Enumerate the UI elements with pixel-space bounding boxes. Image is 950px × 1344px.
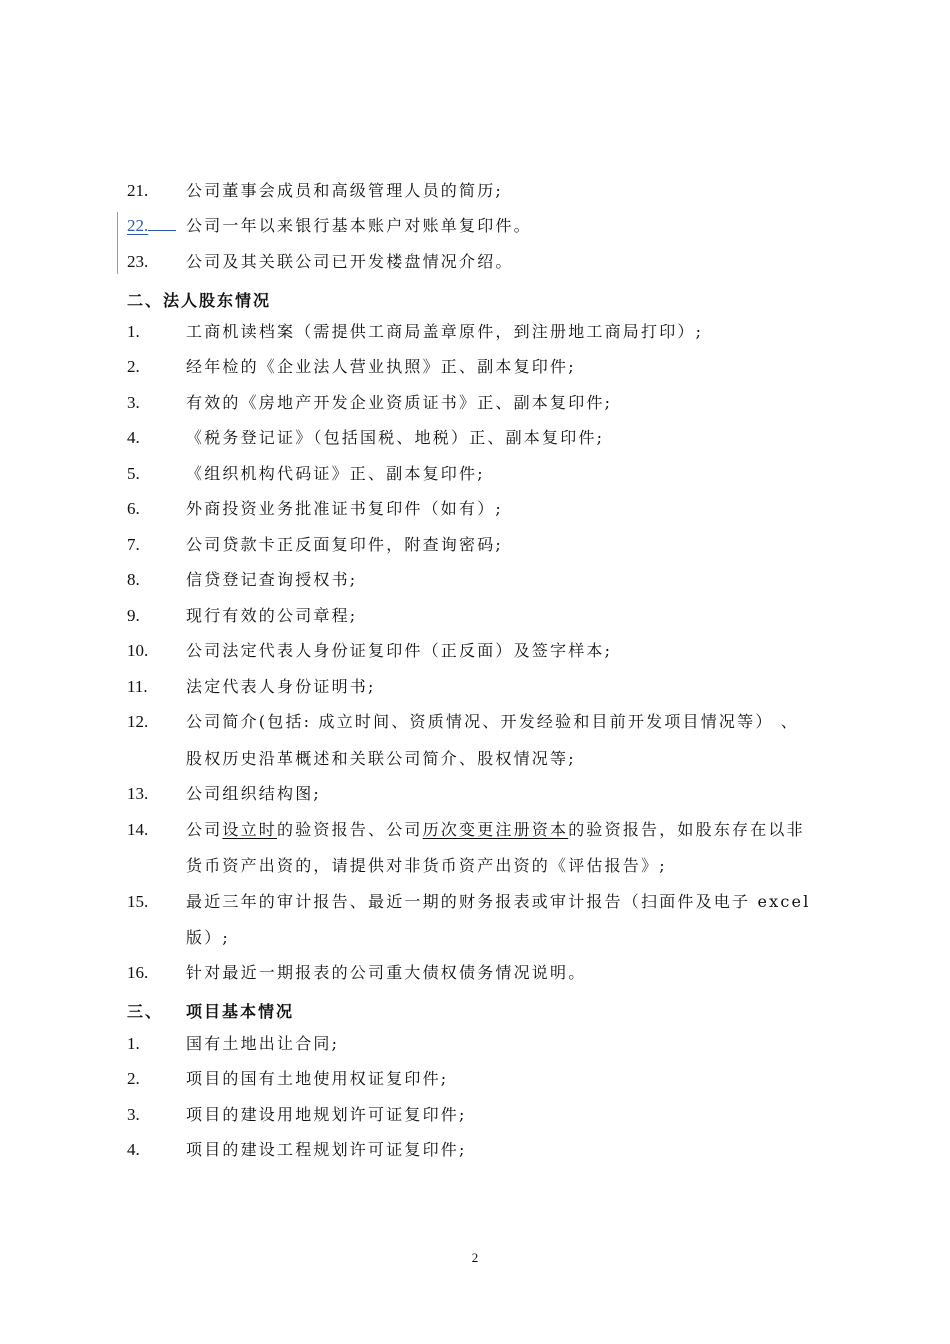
item-text: 有效的《房地产开发企业资质证书》正、副本复印件; bbox=[186, 393, 613, 412]
item-number: 3. bbox=[127, 393, 140, 412]
item-number: 15. bbox=[127, 892, 149, 911]
page-number: 2 bbox=[471, 1250, 479, 1265]
item-number: 4. bbox=[127, 1140, 140, 1159]
item-number: 12. bbox=[127, 712, 149, 731]
item-text: 《组织机构代码证》正、副本复印件; bbox=[186, 464, 485, 483]
item-text: 股权历史沿革概述和关联公司简介、股权情况等; bbox=[186, 749, 576, 768]
item-text: 公司一年以来银行基本账户对账单复印件。 bbox=[186, 216, 532, 235]
item-number: 8. bbox=[127, 570, 140, 589]
underlined-text: 历次变更注册资本 bbox=[422, 820, 569, 839]
item-number: 11. bbox=[127, 677, 148, 696]
item-text: 针对最近一期报表的公司重大债权债务情况说明。 bbox=[186, 963, 587, 982]
item-number: 1. bbox=[127, 322, 140, 341]
item-text: 公司简介(包括: 成立时间、资质情况、开发经验和目前开发项目情况等） 、 bbox=[186, 712, 800, 731]
item-number: 16. bbox=[127, 963, 149, 982]
item-text: 法定代表人身份证明书; bbox=[186, 677, 376, 696]
item-text: 现行有效的公司章程; bbox=[186, 606, 358, 625]
item-number: 4. bbox=[127, 428, 140, 447]
item-text: 版）; bbox=[186, 928, 230, 947]
item-number: 1. bbox=[127, 1034, 140, 1053]
item-number: 2. bbox=[127, 1069, 140, 1088]
item-text: 公司设立时的验资报告、公司历次变更注册资本的验资报告，如股东存在以非 bbox=[186, 820, 805, 839]
item-text: 公司董事会成员和高级管理人员的简历; bbox=[186, 181, 503, 200]
item-text: 公司贷款卡正反面复印件，附查询密码; bbox=[186, 535, 503, 554]
item-number: 13. bbox=[127, 784, 149, 803]
item-text: 经年检的《企业法人营业执照》正、副本复印件; bbox=[186, 357, 576, 376]
item-text: 项目的国有土地使用权证复印件; bbox=[186, 1069, 449, 1088]
item-number: 10. bbox=[127, 641, 149, 660]
item-text: 信贷登记查询授权书; bbox=[186, 570, 358, 589]
item-number: 23. bbox=[127, 252, 149, 271]
item-number: 5. bbox=[127, 464, 140, 483]
item-number: 2. bbox=[127, 357, 140, 376]
item-text: 国有土地出让合同; bbox=[186, 1034, 340, 1053]
item-number: 21. bbox=[127, 181, 149, 200]
section-title: 项目基本情况 bbox=[186, 1002, 295, 1021]
item-number: 7. bbox=[127, 535, 140, 554]
item-text: 《税务登记证》（包括国税、地税）正、副本复印件; bbox=[186, 428, 605, 447]
item-number: 3. bbox=[127, 1105, 140, 1124]
item-text: 公司及其关联公司已开发楼盘情况介绍。 bbox=[186, 252, 514, 271]
section-heading: 二、法人股东情况 bbox=[127, 291, 272, 310]
section-heading bbox=[127, 999, 163, 1022]
item-number-link[interactable]: 22. bbox=[127, 216, 176, 236]
item-number: 9. bbox=[127, 606, 140, 625]
item-text: 货币资产出资的，请提供对非货币资产出资的《评估报告》; bbox=[186, 856, 667, 875]
item-text: 外商投资业务批准证书复印件（如有）; bbox=[186, 499, 503, 518]
item-number: 6. bbox=[127, 499, 140, 518]
underlined-text: 设立时 bbox=[222, 820, 278, 839]
item-text: 最近三年的审计报告、最近一期的财务报表或审计报告（扫面件及电子 excel bbox=[186, 892, 811, 911]
revision-bar bbox=[117, 212, 118, 274]
item-text: 项目的建设用地规划许可证复印件; bbox=[186, 1105, 467, 1124]
item-text: 工商机读档案（需提供工商局盖章原件，到注册地工商局打印）; bbox=[186, 322, 704, 341]
item-number: 14. bbox=[127, 820, 149, 839]
item-text: 公司组织结构图; bbox=[186, 784, 321, 803]
item-text: 项目的建设工程规划许可证复印件; bbox=[186, 1140, 467, 1159]
item-text: 公司法定代表人身份证复印件（正反面）及签字样本; bbox=[186, 641, 613, 660]
section-number: 三、 bbox=[127, 1002, 164, 1021]
